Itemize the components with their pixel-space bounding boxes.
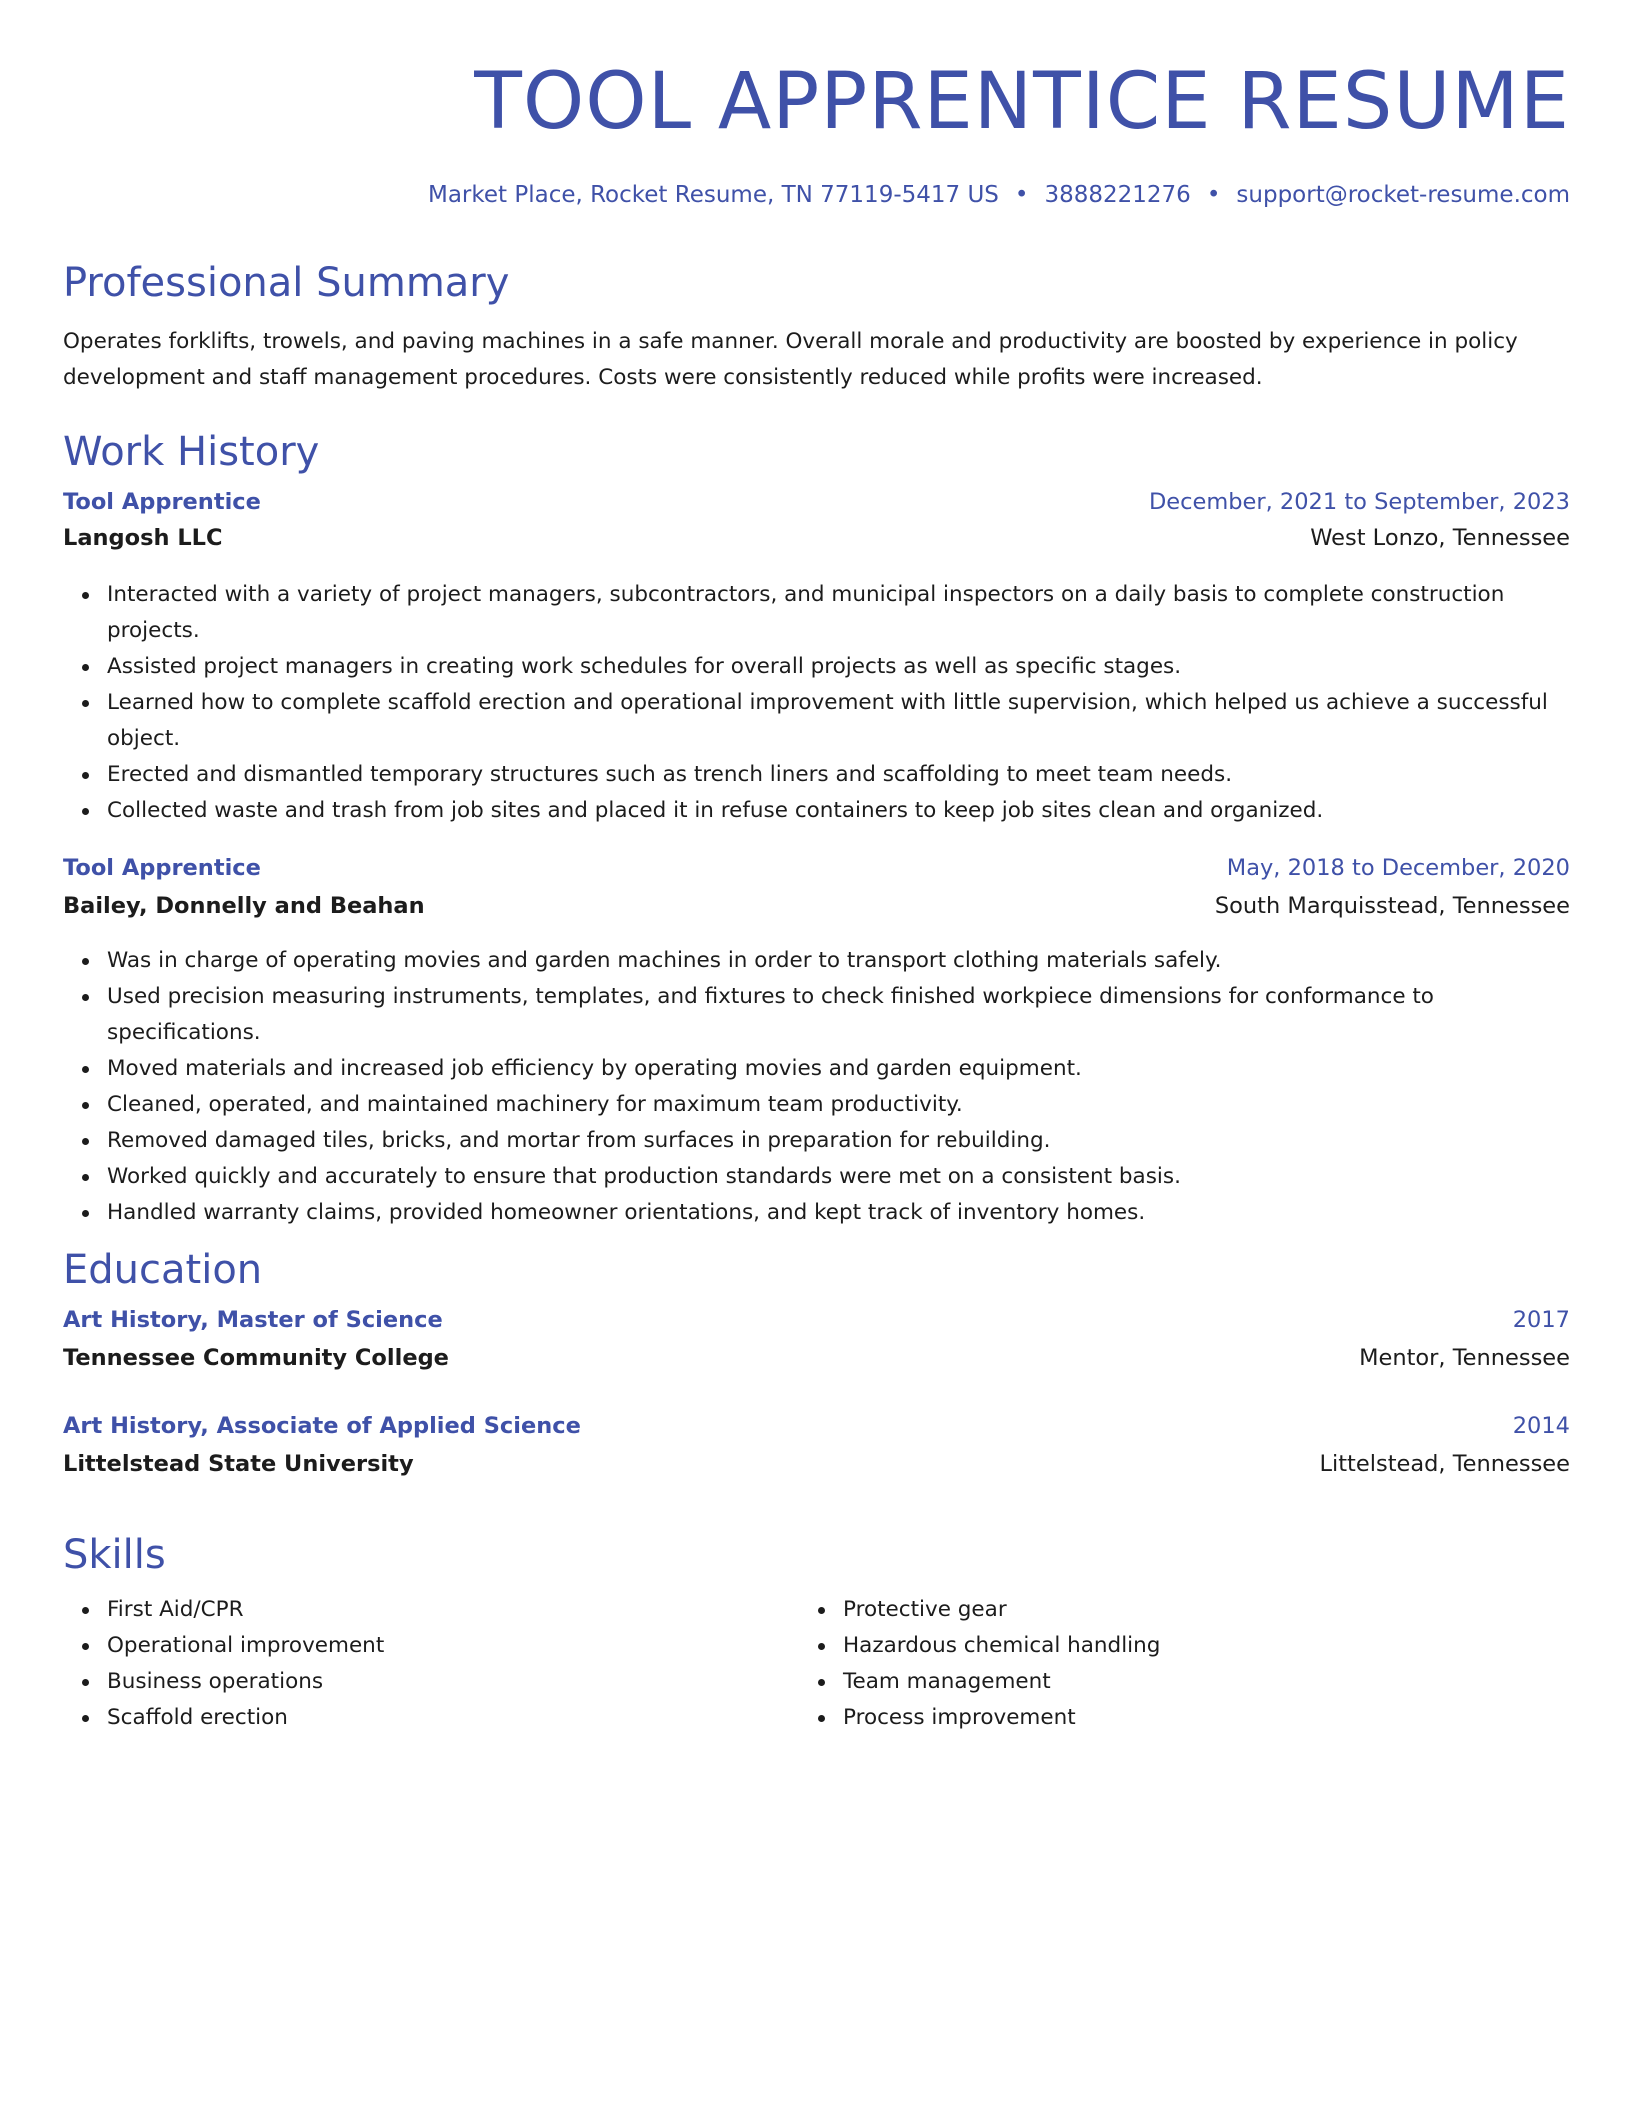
job-title: Tool Apprentice	[63, 489, 261, 515]
list-item: Scaffold erection	[107, 1700, 799, 1736]
education-heading: Education	[63, 1247, 263, 1293]
skills-list	[799, 1592, 1535, 1736]
education-section	[63, 1245, 1570, 1489]
list-item: Learned how to complete scaffold erection and operational improvement with little supervision, which helped us achieve a successful object.	[107, 685, 1570, 757]
employer-name: Langosh LLC	[63, 525, 223, 551]
education-entry	[63, 1413, 1570, 1489]
list-item: Operational improvement	[107, 1628, 799, 1664]
contact-separator: •	[1206, 182, 1221, 208]
job-employer-row	[63, 893, 1570, 931]
summary-section	[63, 258, 1570, 396]
job-dates: May, 2018 to December, 2020	[1226, 855, 1570, 881]
school-name: Littelstead State University	[63, 1451, 414, 1477]
resume-title: TOOL APPRENTICE RESUME	[474, 57, 1570, 147]
skills-list	[63, 1592, 799, 1736]
list-item: Business operations	[107, 1664, 799, 1700]
degree-name: Art History, Associate of Applied Science	[63, 1413, 581, 1439]
list-item: Assisted project managers in creating work schedules for overall projects as well as specific stages.	[107, 649, 1570, 685]
education-school-row	[63, 1345, 1570, 1383]
job-duties-list	[63, 943, 1570, 1231]
list-item: Interacted with a variety of project managers, subcontractors, and municipal inspectors on a daily basis to complete construction projects.	[107, 577, 1570, 649]
list-item: Handled warranty claims, provided homeowner orientations, and kept track of inventory homes.	[107, 1195, 1570, 1231]
skills-column-right	[799, 1592, 1535, 1736]
job-employer-row	[63, 525, 1570, 563]
list-item: Moved materials and increased job efficiency by operating movies and garden equipment.	[107, 1051, 1570, 1087]
contact-line	[428, 179, 1570, 211]
list-item: Was in charge of operating movies and garden machines in order to transport clothing materials safely.	[107, 943, 1570, 979]
education-header-row	[63, 1413, 1570, 1451]
job-duties-list	[63, 577, 1570, 829]
graduation-year: 2014	[1512, 1413, 1570, 1439]
education-school-row	[63, 1451, 1570, 1489]
job-entry	[63, 489, 1570, 829]
contact-email[interactable]: support@rocket-resume.com	[1236, 182, 1570, 208]
job-location: West Lonzo, Tennessee	[1310, 525, 1570, 551]
job-title: Tool Apprentice	[63, 855, 261, 881]
list-item: Protective gear	[843, 1592, 1535, 1628]
school-location: Mentor, Tennessee	[1359, 1345, 1570, 1371]
list-item: Team management	[843, 1664, 1535, 1700]
list-item: Used precision measuring instruments, templates, and fixtures to check finished workpiece dimensions for conformance to specifications.	[107, 979, 1570, 1051]
job-header-row	[63, 855, 1570, 893]
summary-heading: Professional Summary	[63, 260, 510, 306]
skills-grid	[63, 1592, 1570, 1736]
graduation-year: 2017	[1512, 1307, 1570, 1333]
list-item: Worked quickly and accurately to ensure that production standards were met on a consistent basis.	[107, 1159, 1570, 1195]
list-item: First Aid/CPR	[107, 1592, 799, 1628]
list-item: Collected waste and trash from job sites and placed it in refuse containers to keep job sites clean and organized.	[107, 793, 1570, 829]
school-location: Littelstead, Tennessee	[1319, 1451, 1570, 1477]
list-item: Removed damaged tiles, bricks, and mortar from surfaces in preparation for rebuilding.	[107, 1123, 1570, 1159]
list-item: Hazardous chemical handling	[843, 1628, 1535, 1664]
degree-name: Art History, Master of Science	[63, 1307, 443, 1333]
list-item: Cleaned, operated, and maintained machinery for maximum team productivity.	[107, 1087, 1570, 1123]
contact-separator: •	[1014, 182, 1029, 208]
list-item: Erected and dismantled temporary structures such as trench liners and scaffolding to meet team needs.	[107, 757, 1570, 793]
work-history-heading: Work History	[63, 429, 320, 475]
job-entry	[63, 855, 1570, 1231]
employer-name: Bailey, Donnelly and Beahan	[63, 893, 425, 919]
skills-heading: Skills	[63, 1532, 166, 1578]
education-header-row	[63, 1307, 1570, 1345]
contact-address: Market Place, Rocket Resume, TN 77119-5417 US	[427, 182, 999, 208]
skills-column-left	[63, 1592, 799, 1736]
list-item: Process improvement	[843, 1700, 1535, 1736]
work-history-section	[63, 427, 1570, 1231]
education-entry	[63, 1307, 1570, 1383]
contact-phone[interactable]: 3888221276	[1044, 182, 1191, 208]
skills-section	[63, 1530, 1570, 1736]
school-name: Tennessee Community College	[63, 1345, 449, 1371]
summary-text: Operates forklifts, trowels, and paving machines in a safe manner. Overall morale and productivity are boosted by experience in policy development and staff management procedures. Costs were consistently reduced while profits were increased.	[63, 329, 1518, 390]
job-dates: December, 2021 to September, 2023	[1148, 489, 1570, 515]
job-header-row	[63, 489, 1570, 525]
job-location: South Marquisstead, Tennessee	[1214, 893, 1570, 919]
